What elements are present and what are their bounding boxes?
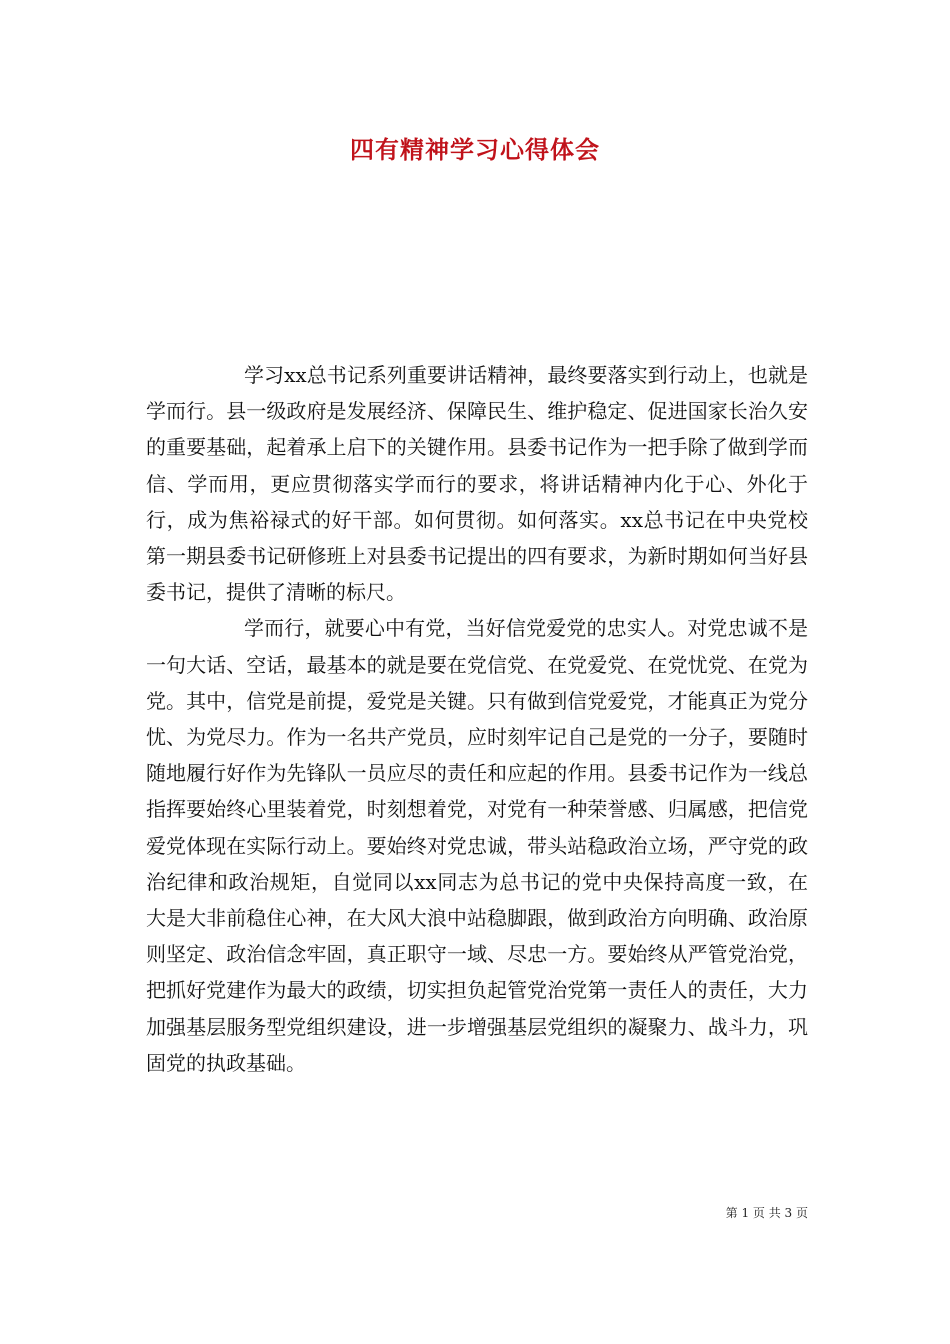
page-number: 第 1 页 共 3 页 [725,1206,808,1220]
document-body [146,357,808,1081]
paragraph-1: 学习xx总书记系列重要讲话精神，最终要落实到行动上，也就是学而行。县一级政府是发展经济、保障民生、维护稳定、促进国家长治久安的重要基础，起着承上启下的关键作用。县委书记作为一把手除了做到学而信、学而用，更应贯彻落实学而行的要求，将讲话精神内化于心、外化于行，成为焦裕禄式的好干部。如何贯彻。如何落实。xx总书记在中央党校第一期县委书记研修班上对县委书记提出的四有要求，为新时期如何当好县委书记，提供了清晰的标尺。 [146,363,808,605]
paragraph-2: 学而行，就要心中有党，当好信党爱党的忠实人。对党忠诚不是一句大话、空话，最基本的就是要在党信党、在党爱党、在党忧党、在党为党。其中，信党是前提，爱党是关键。只有做到信党爱党，才能真正为党分忧、为党尽力。作为一名共产党员，应时刻牢记自己是党的一分子，要随时随地履行好作为先锋队一员应尽的责任和应起的作用。县委书记作为一线总指挥要始终心里装着党，时刻想着党，对党有一种荣誉感、归属感，把信党爱党体现在实际行动上。要始终对党忠诚，带头站稳政治立场，严守党的政治纪律和政治规矩，自觉同以xx同志为总书记的党中央保持高度一致，在大是大非前稳住心神，在大风大浪中站稳脚跟，做到政治方向明确、政治原则坚定、政治信念牢固，真正职守一域、尽忠一方。要始终从严管党治党，把抓好党建作为最大的政绩，切实担负起管党治党第一责任人的责任，大力加强基层服务型党组织建设，进一步增强基层党组织的凝聚力、战斗力，巩固党的执政基础。 [146,616,808,1075]
document-title: 四有精神学习心得体会 [350,135,600,164]
